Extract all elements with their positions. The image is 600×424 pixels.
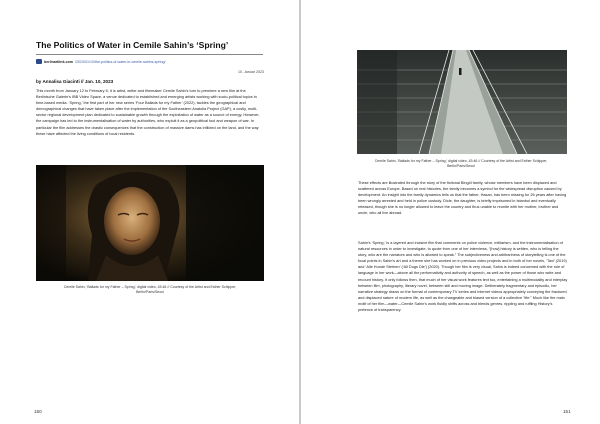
right-photo-caption: Cemile Sahin, ‘Ballads for my Father – Spring,’ digital video, 43:46 // Courtesy of the Artist and Esther Schipper, Berlin/Paris/Seoul bbox=[374, 159, 548, 168]
left-page-number: 150 bbox=[34, 409, 42, 414]
walkway-film-still bbox=[357, 50, 567, 154]
print-date: 10. Januar 2023 bbox=[238, 70, 264, 74]
right-page bbox=[301, 0, 600, 424]
source-line bbox=[36, 57, 266, 66]
right-page-number: 151 bbox=[563, 409, 571, 414]
source-path: /2023/01/10/the-politics-of-water-in-cemile-sahins-spring/ bbox=[74, 59, 166, 64]
intro-paragraph: This month from January 12 to February 5, it is artist, writer and filmmaker Cemile Sahin’s turn to premiere a new film at the Berlinische Galerie’s IBB Video Space, a venue dedicated to established and emerging artists working with socio-political topics in time-based media. ‘Spring,’ the first part of her new series ‘Four Ballads for my Father’ (2022), tackles the geographical and demographical changes that have taken place after the implementation of the Southeastern Anatolia Project (GAP), a costly, multi-sector regional development plan dedicated to sustainable growth through the exploitation of water as a source of energy. However, the campaign has led to the instrumentalisation of water by authorities, who exploit it as a geopolitical tool and weapon of war. In particular the film addresses the drastic consequences that the construction of massive dams has inflicted on the land, and the way these have affected the living conditions of local residents. bbox=[36, 89, 260, 136]
title-divider bbox=[36, 54, 263, 55]
site-logo-icon bbox=[36, 59, 42, 64]
portrait-film-still bbox=[36, 165, 264, 281]
family-story-paragraph: These effects are illustrated through the story of the fictional Bingöl family, whose members have been displaced and scattered across Europe. Based on real histories, the family becomes a symbol for the widespread disruption caused by development. An insight into the family dynamics tells us that the father, Hasan, has been missing for 26 years after having been wrongly arrested and held in police custody. Dicle, the daughter, is briefly imprisoned in Istanbul and eventually released, though she is no longer allowed to leave the country and thus unable to reunite with her mother, brother and uncle, who all live abroad. bbox=[358, 181, 567, 216]
source-domain: berlinartlink.com bbox=[44, 59, 73, 64]
analysis-paragraph: Sahin’s ‘Spring,’ is a layered and incisive film that comments on police violence, militarism, and the instrumentalisation of natural resources in order to investigate, to quote from one of her interviews, “[how] history is written, who is telling the story, who are the narrators and who is allowed to speak.” The subjectiveness and arbitrariness of storytelling is one of the focal points in Sahin’s art and a theme she has worked on in previous video projects and in both of her novels, ‘Taxi’ (2019) and ‘Alle Hunde Sterben’ (‘All Dogs Die’) (2020). Though her film is very visual, Sahin is indeed concerned with the role of language in her work—above all the performativity and authority of speech, as well as the power of those who write and recount history. It only follows then, that much of her visual work features text too, entertaining a multimodality and interplay between film, photography, literary novel, between still and moving image. Deliberately fragmentary and episodic, her narrative strategy draws on the format of contemporary TV series and internet videos appropriately conveying the fractured and displaced nature of modern life, as well as the changeable and biased version of a collective “life.” Much like the main motif of her film—water—Cemile Sahin’s work fluidly shifts across and blends genres, rippling and ruffling History’s pretence of transparency. bbox=[358, 241, 568, 313]
article-title: The Politics of Water in Cemile Sahin’s ‘Spring’ bbox=[36, 40, 229, 50]
byline: by Annalisa Giacinti // Jan. 10, 2023 bbox=[36, 79, 114, 84]
left-page bbox=[0, 0, 299, 424]
left-photo-caption: Cemile Sahin, ‘Ballads for my Father – Spring,’ digital video, 43:46 // Courtesy of the Artist and Esther Schipper, Berlin/Paris/Seoul bbox=[63, 285, 237, 294]
